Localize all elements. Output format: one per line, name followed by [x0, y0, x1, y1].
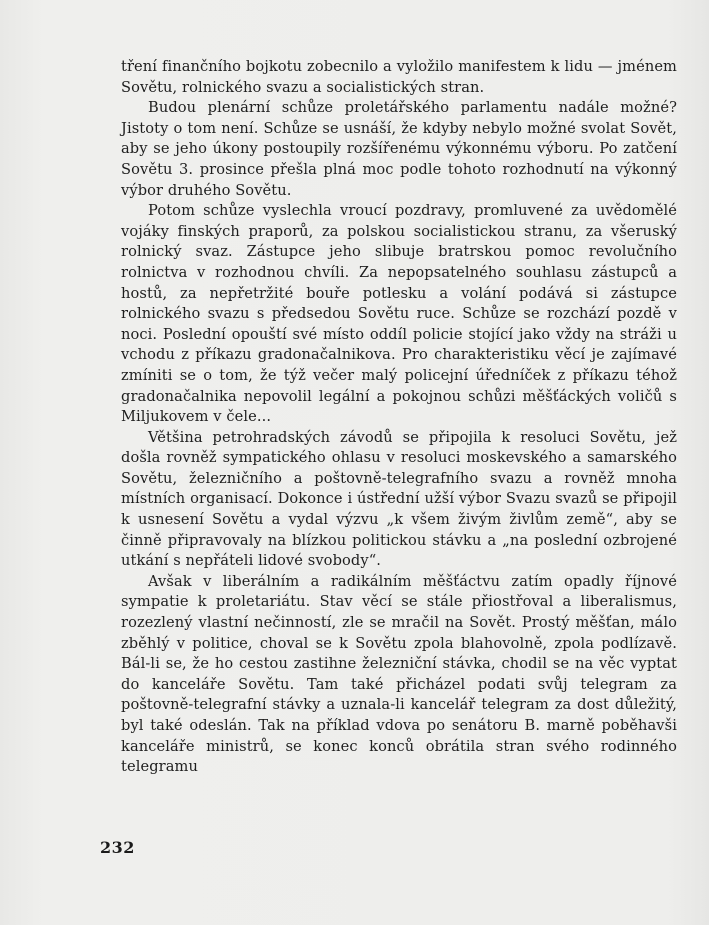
page-number: 232: [100, 838, 135, 857]
body-text: [121, 57, 677, 778]
paragraph-2: Budou plenární schůze proletářského parlamentu nadále možné? Jistoty o tom není. Schůze se usnáší, že kdyby nebylo možné svolat Sovět, aby se jeho úkony postoupily rozšířenému výkonnému výboru. Po zatčení Sovětu 3. prosince přešla plná moc podle tohoto rozhodnutí na výkonný výbor druhého Sovětu.: [121, 99, 677, 199]
paragraph-5: Avšak v liberálním a radikálním měšťáctvu zatím opadly říjnové sympatie k proletariátu. Stav věcí se stále přiostřoval a liberalismus, rozezlený vlastní nečinností, zle se mračil na Sovět. Prostý měšťan, málo zběhlý v politice, choval se k Sovětu zpola blahovolně, zpola podlízavě. Bál-li se, že ho cestou zastihne železniční stávka, chodil se na věc vyptat do kanceláře Sovětu. Tam také přicházel podati svůj telegram za poštovně-telegrafní stávky a uznala-li kancelář telegram za dost důležitý, byl také odeslán. Tak na příklad vdova po senátoru B. marně poběhavši kanceláře ministrů, se konec konců obrátila stran svého rodinného telegramu: [121, 572, 677, 776]
paragraph-4: Většina petrohradských závodů se připojila k resoluci Sovětu, jež došla rovněž sympatického ohlasu v resoluci moskevského a samarského Sovětu, železničního a poštovně-telegrafního svazu a rovněž mnoha místních organisací. Dokonce i ústřední užší výbor Svazu svazů se připojil k usnesení Sovětu a vydal výzvu „k všem živým živlům země“, aby se činně připravovaly na blízkou politickou stávku a „na poslední ozbrojené utkání s nepřáteli lidové svobody“.: [121, 428, 677, 570]
paragraph-1: tření finančního bojkotu zobecnilo a vyložilo manifestem k lidu — jménem Sovětu, rolnického svazu a socialistických stran.: [121, 58, 677, 96]
paragraph-3: Potom schůze vyslechla vroucí pozdravy, promluvené za uvědomělé vojáky finských praporů, za polskou socialistickou stranu, za všeruský rolnický svaz. Zástupce jeho slibuje bratrskou pomoc revolučního rolnictva v rozhodnou chvíli. Za nepopsatelného souhlasu zástupců a hostů, za nepřetržité bouře potlesku a volání podává si zástupce rolnického svazu s předsedou Sovětu ruce. Schůze se rozchází pozdě v noci. Poslední opouští své místo oddíl policie stojící jako vždy na stráži u vchodu z příkazu gradonačalnikova. Pro charakteristiku věcí je zajímavé zmíniti se o tom, že týž večer malý policejní úředníček z příkazu téhož gradonačalnika nepovolil legální a pokojnou schůzi měšťáckých voličů s Miljukovem v čele...: [121, 202, 677, 426]
